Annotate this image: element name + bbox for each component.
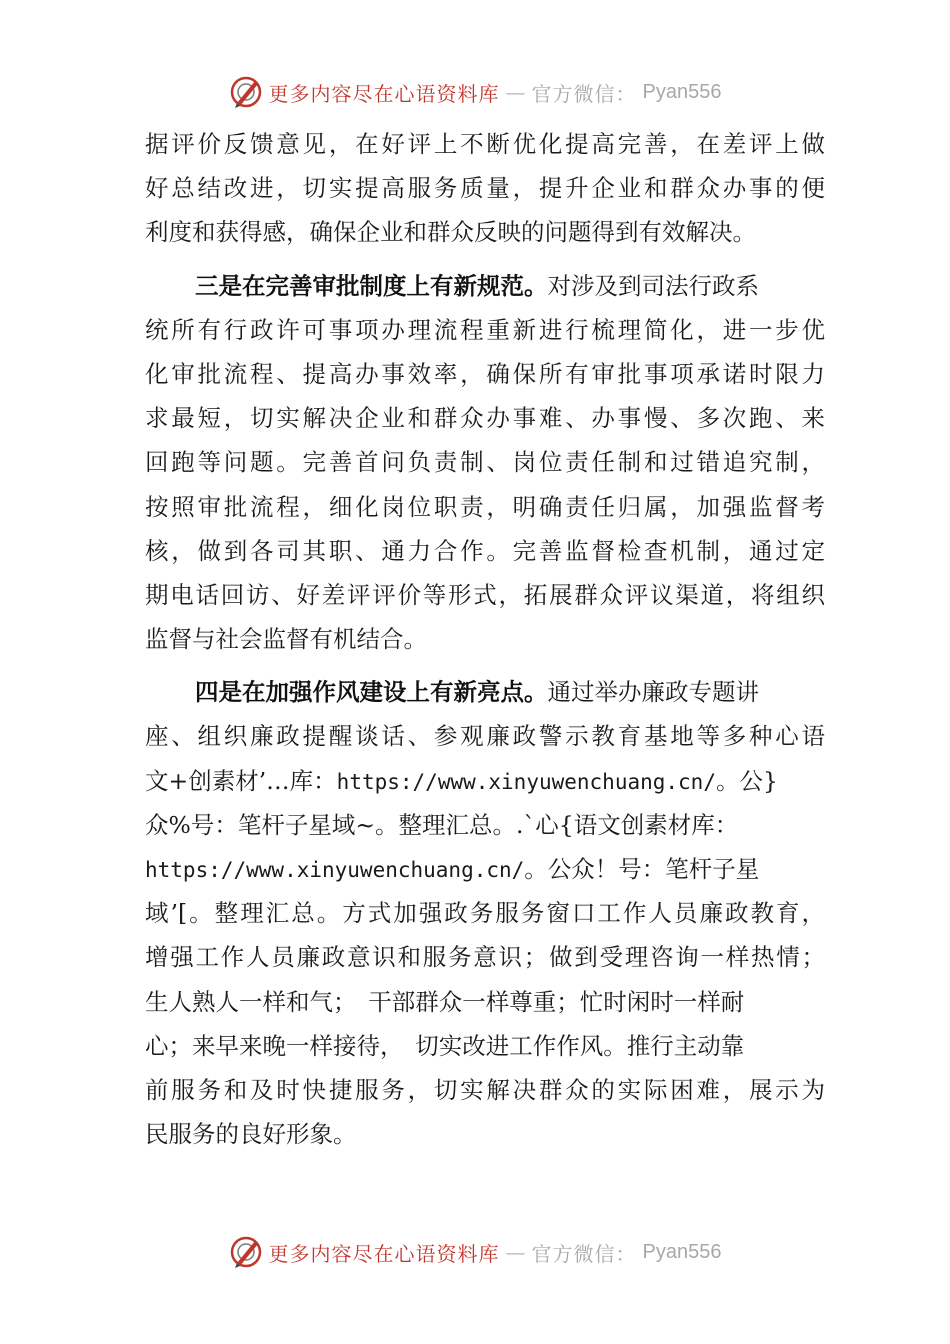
footer-text: 更多内容尽在心语资料库 bbox=[268, 1241, 500, 1266]
document-body bbox=[145, 122, 825, 1156]
header-banner bbox=[0, 70, 950, 114]
footer-banner bbox=[0, 1230, 950, 1274]
text-line: 好总结改进，切实提高服务质量，提升企业和群众办事的便 bbox=[145, 174, 825, 203]
text-line: 回跑等问题。完善首问负责制、岗位责任制和过错追究制， bbox=[145, 448, 825, 477]
paragraph-heading: 三是在完善审批制度上有新规范。 bbox=[195, 271, 548, 300]
footer-wechat-label: 官方微信： bbox=[531, 1241, 637, 1266]
text-line bbox=[145, 847, 825, 891]
footer-separator: — bbox=[505, 1240, 526, 1264]
text-run: 对涉及到司法行政系 bbox=[547, 271, 759, 300]
text-line: 座、组织廉政提醒谈话、参观廉政警示教育基地等多种心语 bbox=[145, 722, 825, 751]
paragraph-2 bbox=[145, 264, 825, 662]
text-line: 域’[。整理汇总。方式加强政务服务窗口工作人员廉政教育， bbox=[145, 899, 825, 928]
text-run: 文+创素材’…库： bbox=[145, 766, 337, 795]
footer-wechat-id: Pyan556 bbox=[642, 1240, 722, 1263]
text-line: 化审批流程、提高办事效率，确保所有审批事项承诺时限力 bbox=[145, 359, 825, 388]
text-line: 众%号：笔杆子星域~。整理汇总。.`心{语文创素材库： bbox=[145, 810, 739, 839]
paragraph-1 bbox=[145, 122, 825, 255]
text-line: 按照审批流程，细化岗位职责，明确责任归属，加强监督考 bbox=[145, 492, 825, 521]
url-text: https://www.xinyuwenchuang.cn/ bbox=[145, 858, 525, 882]
url-text: https://www.xinyuwenchuang.cn/ bbox=[336, 769, 716, 794]
text-line: 求最短，切实解决企业和群众办事难、办事慢、多次跑、来 bbox=[145, 404, 825, 433]
text-line bbox=[145, 670, 825, 714]
text-line: 利度和获得感，确保企业和群众反映的问题得到有效解决。 bbox=[145, 218, 756, 247]
pen-logo-icon bbox=[229, 75, 263, 109]
text-line bbox=[145, 759, 825, 803]
text-run: 通过举办廉政专题讲 bbox=[547, 678, 759, 707]
header-separator: — bbox=[505, 80, 526, 104]
text-line: 心；来早来晚一样接待， 切实改进工作作风。推行主动靠 bbox=[145, 1031, 745, 1060]
paragraph-heading: 四是在加强作风建设上有新亮点。 bbox=[195, 678, 548, 707]
text-line: 核，做到各司其职、通力合作。完善监督检查机制，通过定 bbox=[145, 536, 825, 565]
text-line: 增强工作人员廉政意识和服务意识；做到受理咨询一样热情； bbox=[145, 943, 825, 972]
text-line: 生人熟人一样和气； 干部群众一样尊重；忙时闲时一样耐 bbox=[145, 987, 745, 1016]
pen-logo-icon bbox=[229, 1235, 263, 1269]
text-line bbox=[145, 264, 825, 308]
text-line: 监督与社会监督有机结合。 bbox=[145, 625, 427, 654]
text-run: 。公} bbox=[715, 766, 778, 795]
text-line: 期电话回访、好差评评价等形式，拓展群众评议渠道，将组织 bbox=[145, 580, 825, 609]
text-line: 据评价反馈意见，在好评上不断优化提高完善，在差评上做 bbox=[145, 130, 825, 158]
paragraph-3 bbox=[145, 670, 825, 1156]
text-line: 民服务的良好形象。 bbox=[145, 1120, 357, 1149]
text-line: 前服务和及时快捷服务，切实解决群众的实际困难，展示为 bbox=[145, 1075, 825, 1104]
header-wechat-label: 官方微信： bbox=[531, 81, 637, 106]
header-text: 更多内容尽在心语资料库 bbox=[268, 81, 500, 106]
header-wechat-id: Pyan556 bbox=[642, 80, 722, 103]
text-line: 统所有行政许可事项办理流程重新进行梳理简化，进一步优 bbox=[145, 315, 825, 344]
text-run: 。公众！号：笔杆子星 bbox=[524, 855, 760, 883]
